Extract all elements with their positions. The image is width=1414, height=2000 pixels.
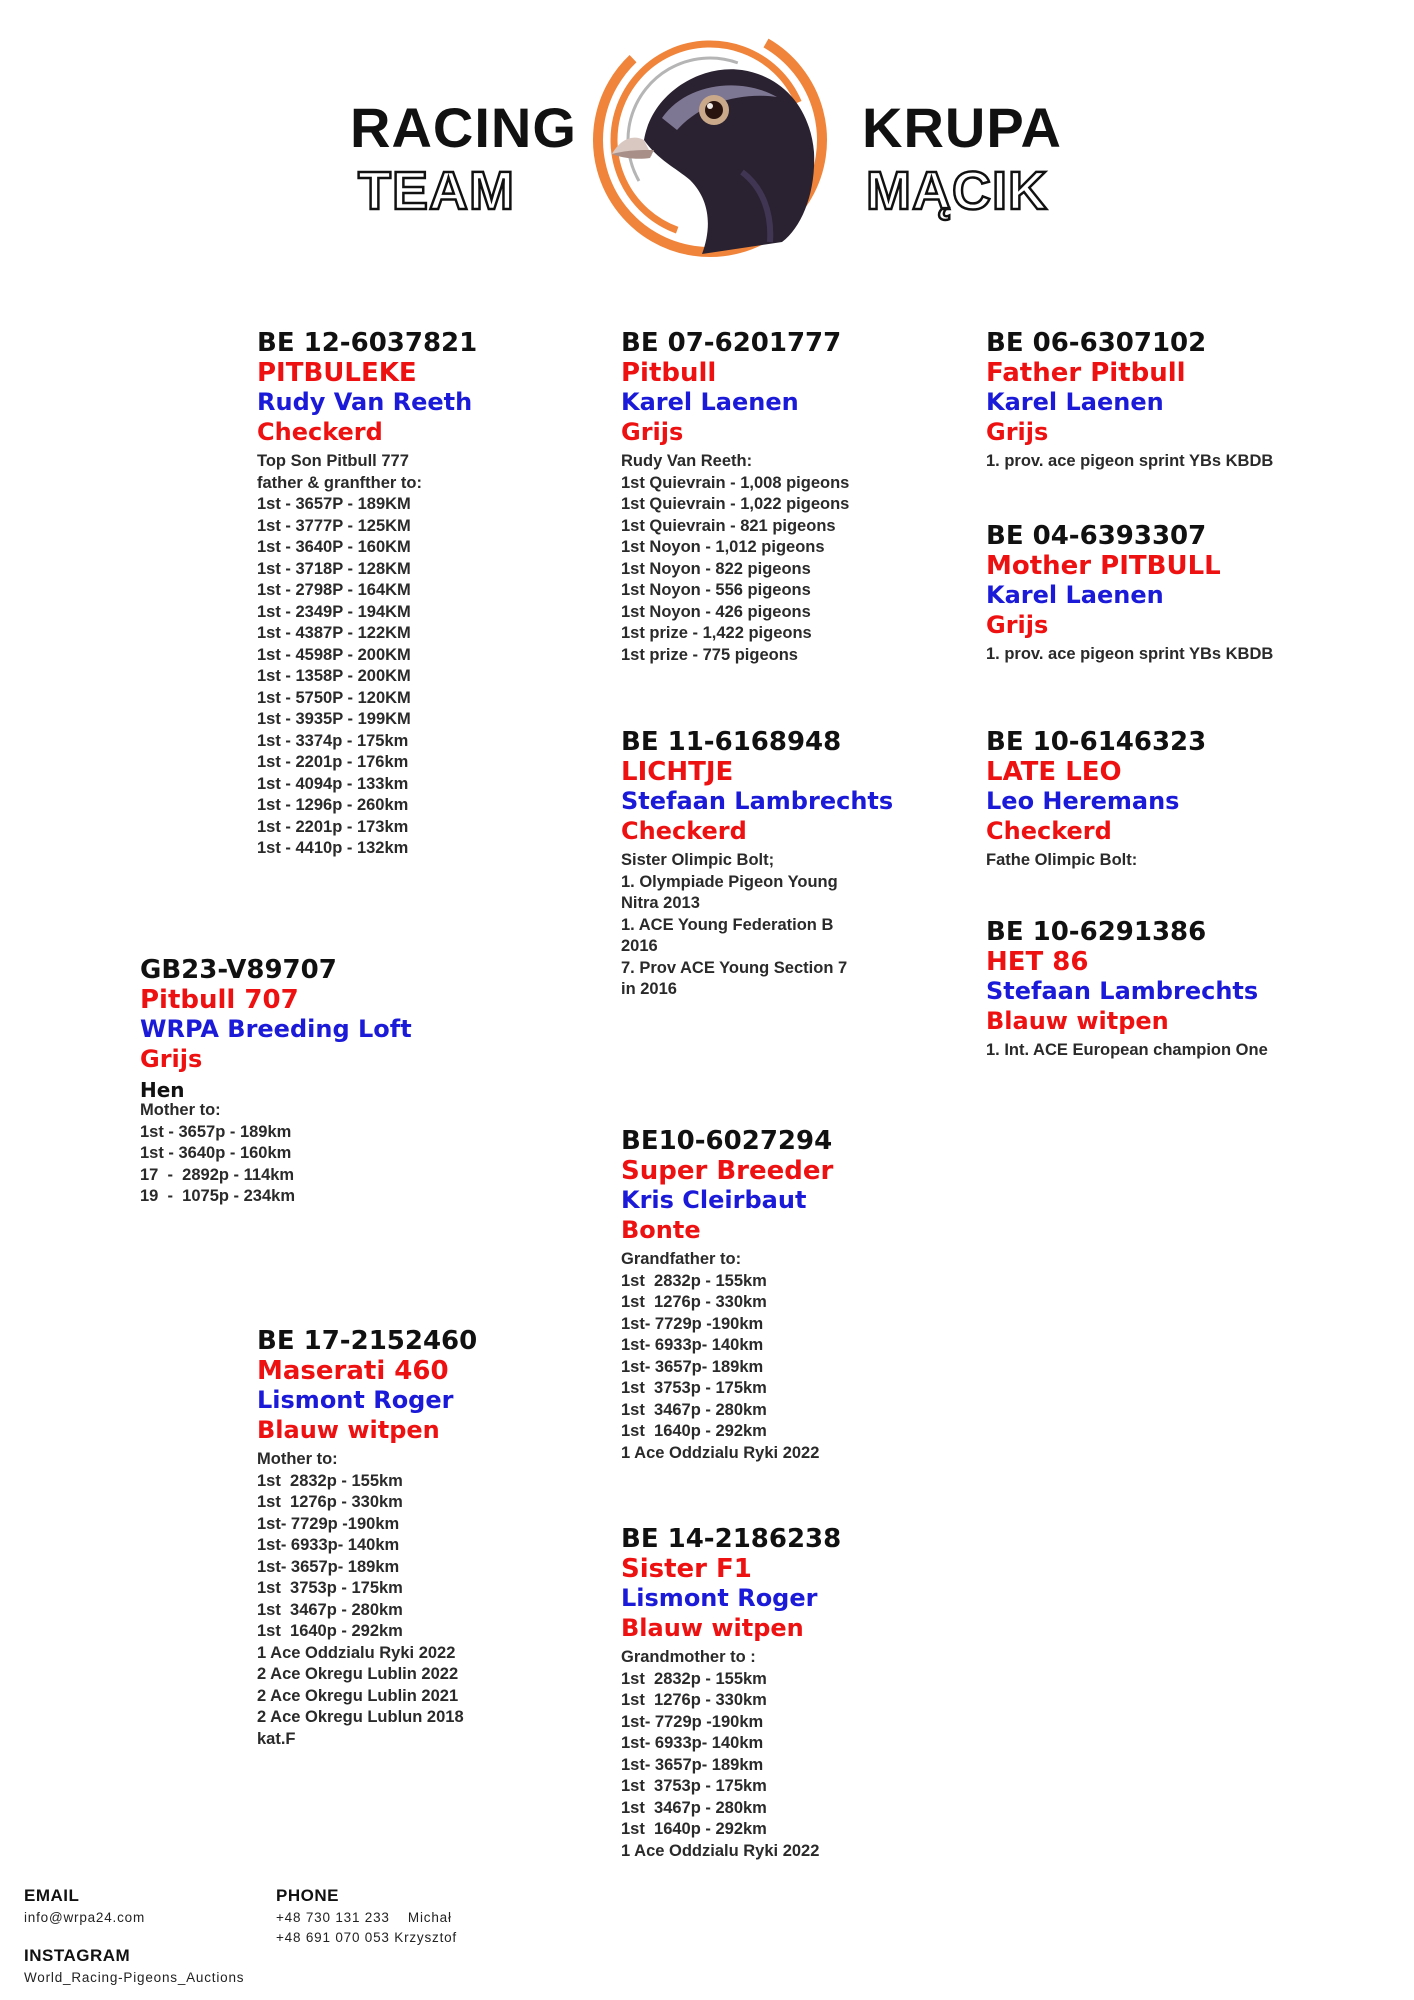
pigeon-name: Pitbull bbox=[621, 358, 717, 388]
ring-number: BE 14-2186238 bbox=[621, 1524, 842, 1554]
achievement-line: 1st Noyon - 556 pigeons bbox=[621, 581, 811, 599]
pigeon-name: Mother PITBULL bbox=[986, 551, 1221, 581]
contact-phone bbox=[276, 1886, 457, 1948]
achievement-line: 7. Prov ACE Young Section 7 bbox=[621, 958, 848, 977]
achievement-line: Mother to: bbox=[257, 1450, 338, 1468]
achievement-line: 1st - 2349P - 194KM bbox=[257, 602, 411, 621]
ring-number: BE 10-6291386 bbox=[986, 917, 1207, 947]
achievement-line: 17 - 2892p - 114km bbox=[140, 1165, 295, 1184]
ring-number: BE 10-6146323 bbox=[986, 727, 1207, 757]
achievement-line: Grandfather to: bbox=[621, 1250, 742, 1268]
breeder-name: Lismont Roger bbox=[621, 1584, 818, 1612]
pigeon-color: Bonte bbox=[621, 1216, 701, 1244]
breeder-name: Stefaan Lambrechts bbox=[621, 787, 894, 815]
achievement-line: 1st Noyon - 822 pigeons bbox=[621, 559, 811, 578]
ring-number: GB23-V89707 bbox=[140, 955, 337, 985]
achievement-line: Nitra 2013 bbox=[621, 894, 700, 912]
ring-number: BE 12-6037821 bbox=[257, 328, 478, 358]
achievement-line: 1st - 4387P - 122KM bbox=[257, 624, 411, 642]
achievement-line: 1st - 3640P - 160KM bbox=[257, 538, 411, 556]
pigeon-color: Grijs bbox=[140, 1045, 203, 1073]
achievement-list bbox=[621, 1249, 833, 1464]
achievement-line: 1st 3467p - 280km bbox=[621, 1400, 767, 1419]
achievement-line: Grandmother to : bbox=[621, 1648, 756, 1666]
achievement-line: 1st - 3374p - 175km bbox=[257, 731, 409, 750]
achievement-line: 19 - 1075p - 234km bbox=[140, 1187, 296, 1205]
ring-number: BE 07-6201777 bbox=[621, 328, 842, 358]
pigeon-card-het-86 bbox=[986, 917, 1268, 1062]
breeder-name: Karel Laenen bbox=[621, 388, 799, 416]
achievement-line: 1st- 6933p- 140km bbox=[621, 1336, 764, 1354]
achievement-line: 1st- 7729p -190km bbox=[621, 1712, 764, 1731]
achievement-line: 1st 3753p - 175km bbox=[621, 1777, 767, 1795]
achievement-line: Top Son Pitbull 777 bbox=[257, 452, 409, 470]
achievement-line: 1st- 6933p- 140km bbox=[621, 1734, 764, 1752]
pigeon-name: LICHTJE bbox=[621, 757, 734, 787]
pigeon-color: Checkerd bbox=[621, 817, 747, 845]
achievement-list bbox=[986, 1040, 1268, 1062]
achievement-line: 1. ACE Young Federation B bbox=[621, 915, 834, 934]
pigeon-name: Father Pitbull bbox=[986, 358, 1186, 388]
achievement-line: 1st - 2201p - 176km bbox=[257, 753, 409, 771]
achievement-line: 1st - 3657p - 189km bbox=[140, 1122, 292, 1141]
pigeon-card-lichtje bbox=[621, 727, 893, 1001]
achievement-line: 2 Ace Okregu Lublin 2022 bbox=[257, 1665, 459, 1683]
achievement-line: 1st Quievrain - 1,008 pigeons bbox=[621, 473, 850, 492]
achievement-list bbox=[621, 1647, 841, 1862]
pigeon-name: Maserati 460 bbox=[257, 1356, 449, 1386]
achievement-line: 1st - 4094p - 133km bbox=[257, 774, 409, 793]
achievement-list bbox=[986, 850, 1206, 872]
achievement-line: 1st - 2201p - 173km bbox=[257, 817, 409, 836]
email-value[interactable]: info@wrpa24.com bbox=[24, 1910, 146, 1925]
achievement-line: 2016 bbox=[621, 937, 658, 955]
pigeon-card-sister-f1 bbox=[621, 1524, 841, 1862]
achievement-line: 1st Noyon - 1,012 pigeons bbox=[621, 538, 825, 556]
achievement-line: 1st - 4410p - 132km bbox=[257, 839, 409, 857]
breeder-name: WRPA Breeding Loft bbox=[140, 1015, 412, 1043]
pigeon-card-pitbull-707 bbox=[140, 955, 412, 1208]
achievement-line: kat.F bbox=[257, 1729, 296, 1748]
pigeon-card-pitbuleke bbox=[257, 328, 477, 860]
pigeon-card-maserati-460 bbox=[257, 1326, 477, 1750]
achievement-line: Mother to: bbox=[140, 1101, 221, 1119]
achievement-line: 2 Ace Okregu Lublin 2021 bbox=[257, 1686, 459, 1705]
pigeon-name: Super Breeder bbox=[621, 1156, 834, 1186]
email-label: EMAIL bbox=[24, 1886, 80, 1905]
achievement-line: 1st 1640p - 292km bbox=[621, 1820, 767, 1838]
achievement-list bbox=[621, 850, 893, 1001]
achievement-line: 1 Ace Oddzialu Ryki 2022 bbox=[621, 1841, 820, 1860]
achievement-line: 1st 1640p - 292km bbox=[257, 1622, 403, 1640]
achievement-line: 1st 1276p - 330km bbox=[257, 1493, 403, 1511]
contact-instagram bbox=[24, 1946, 244, 1988]
instagram-value[interactable]: World_Racing-Pigeons_Auctions bbox=[24, 1970, 245, 1985]
pigeon-card-super-breeder bbox=[621, 1126, 833, 1464]
pigeon-sex: Hen bbox=[140, 1078, 185, 1102]
achievement-line: 1. prov. ace pigeon sprint YBs KBDB bbox=[986, 645, 1274, 663]
ring-number: BE 04-6393307 bbox=[986, 521, 1207, 551]
brand-macik: MĄCIK bbox=[866, 161, 1048, 221]
pigeon-card-late-leo bbox=[986, 727, 1206, 872]
ring-number: BE10-6027294 bbox=[621, 1126, 833, 1156]
ring-number: BE 06-6307102 bbox=[986, 328, 1207, 358]
pigeon-color: Checkerd bbox=[986, 817, 1112, 845]
achievement-line: 1st- 3657p- 189km bbox=[257, 1557, 400, 1576]
phone-value[interactable]: +48 691 070 053 Krzysztof bbox=[276, 1930, 457, 1945]
breeder-name: Lismont Roger bbox=[257, 1386, 454, 1414]
breeder-name: Karel Laenen bbox=[986, 388, 1164, 416]
achievement-line: 1st - 3718P - 128KM bbox=[257, 559, 411, 578]
brand-racing: RACING bbox=[350, 96, 577, 159]
pigeon-color: Blauw witpen bbox=[257, 1416, 440, 1444]
achievement-line: 1st 2832p - 155km bbox=[621, 1271, 767, 1290]
achievement-line: 1st Quievrain - 1,022 pigeons bbox=[621, 495, 850, 513]
breeder-name: Stefaan Lambrechts bbox=[986, 977, 1259, 1005]
achievement-list bbox=[621, 451, 849, 666]
achievement-line: 1st Quievrain - 821 pigeons bbox=[621, 516, 836, 535]
instagram-label: INSTAGRAM bbox=[24, 1946, 131, 1965]
pigeon-color: Grijs bbox=[986, 418, 1049, 446]
pigeon-card-mother-pitbull bbox=[986, 521, 1273, 666]
achievement-line: 1st 3753p - 175km bbox=[257, 1579, 403, 1597]
pigeon-name: Pitbull 707 bbox=[140, 985, 299, 1015]
achievement-list bbox=[257, 451, 477, 860]
achievement-line: 1st - 1358P - 200KM bbox=[257, 667, 411, 685]
contact-email bbox=[24, 1886, 145, 1928]
achievement-line: 2 Ace Okregu Lublun 2018 bbox=[257, 1708, 464, 1726]
page-header bbox=[0, 0, 1414, 280]
achievement-line: 1st 1276p - 330km bbox=[621, 1691, 767, 1709]
achievement-line: 1 Ace Oddzialu Ryki 2022 bbox=[257, 1643, 456, 1662]
achievement-line: father & granfther to: bbox=[257, 473, 422, 492]
pigeon-card-pitbull bbox=[621, 328, 849, 666]
achievement-line: Fathe Olimpic Bolt: bbox=[986, 851, 1138, 869]
breeder-name: Rudy Van Reeth bbox=[257, 388, 473, 416]
achievement-line: 1st - 2798P - 164KM bbox=[257, 581, 411, 599]
ring-number: BE 17-2152460 bbox=[257, 1326, 478, 1356]
achievement-line: 1st - 3657P - 189KM bbox=[257, 495, 411, 513]
achievement-line: 1. prov. ace pigeon sprint YBs KBDB bbox=[986, 452, 1274, 470]
pigeon-color: Blauw witpen bbox=[986, 1007, 1169, 1035]
achievement-line: 1st 3467p - 280km bbox=[621, 1798, 767, 1817]
achievement-line: 1st - 5750P - 120KM bbox=[257, 688, 411, 707]
achievement-line: 1. Int. ACE European champion One bbox=[986, 1041, 1268, 1059]
achievement-line: 1st 1640p - 292km bbox=[621, 1422, 767, 1440]
achievement-line: 1st 2832p - 155km bbox=[257, 1471, 403, 1490]
achievement-line: 1st 1276p - 330km bbox=[621, 1293, 767, 1311]
achievement-line: 1st- 3657p- 189km bbox=[621, 1755, 764, 1774]
pigeon-name: LATE LEO bbox=[986, 757, 1122, 787]
pigeon-color: Blauw witpen bbox=[621, 1614, 804, 1642]
achievement-line: Sister Olimpic Bolt; bbox=[621, 851, 775, 869]
breeder-name: Kris Cleirbaut bbox=[621, 1186, 807, 1214]
brand-krupa: KRUPA bbox=[862, 96, 1062, 159]
phone-label: PHONE bbox=[276, 1886, 339, 1905]
brand-team: TEAM bbox=[358, 161, 515, 221]
achievement-line: in 2016 bbox=[621, 980, 677, 998]
achievement-line: 1st - 4598P - 200KM bbox=[257, 645, 411, 664]
achievement-line: 1st- 3657p- 189km bbox=[621, 1357, 764, 1376]
achievement-line: 1st 3753p - 175km bbox=[621, 1379, 767, 1397]
achievement-line: 1st 3467p - 280km bbox=[257, 1600, 403, 1619]
achievement-list bbox=[140, 1100, 412, 1208]
breeder-name: Karel Laenen bbox=[986, 581, 1164, 609]
achievement-line: 1st- 6933p- 140km bbox=[257, 1536, 400, 1554]
achievement-list bbox=[986, 451, 1273, 473]
pigeon-name: HET 86 bbox=[986, 947, 1089, 977]
achievement-line: 1st- 7729p -190km bbox=[257, 1514, 400, 1533]
achievement-line: 1st - 3935P - 199KM bbox=[257, 710, 411, 728]
pigeon-head-logo-icon bbox=[592, 22, 828, 258]
achievement-line: 1st - 3777P - 125KM bbox=[257, 516, 411, 535]
achievement-line: 1 Ace Oddzialu Ryki 2022 bbox=[621, 1443, 820, 1462]
achievement-line: 1. Olympiade Pigeon Young bbox=[621, 872, 838, 891]
pigeon-color: Grijs bbox=[621, 418, 684, 446]
phone-value[interactable]: +48 730 131 233 Michał bbox=[276, 1910, 452, 1925]
pigeon-name: Sister F1 bbox=[621, 1554, 752, 1584]
achievement-line: 1st 2832p - 155km bbox=[621, 1669, 767, 1688]
pigeon-card-father-pitbull bbox=[986, 328, 1273, 473]
achievement-line: 1st Noyon - 426 pigeons bbox=[621, 602, 811, 621]
achievement-list bbox=[986, 644, 1273, 666]
breeder-name: Leo Heremans bbox=[986, 787, 1180, 815]
achievement-line: Rudy Van Reeth: bbox=[621, 452, 753, 470]
achievement-list bbox=[257, 1449, 477, 1750]
achievement-line: 1st - 3640p - 160km bbox=[140, 1144, 292, 1162]
achievement-line: 1st prize - 1,422 pigeons bbox=[621, 624, 812, 642]
pigeon-color: Checkerd bbox=[257, 418, 383, 446]
achievement-line: 1st - 1296p - 260km bbox=[257, 796, 409, 814]
pigeon-color: Grijs bbox=[986, 611, 1049, 639]
achievement-line: 1st- 7729p -190km bbox=[621, 1314, 764, 1333]
pigeon-name: PITBULEKE bbox=[257, 358, 417, 388]
achievement-line: 1st prize - 775 pigeons bbox=[621, 645, 798, 664]
ring-number: BE 11-6168948 bbox=[621, 727, 842, 757]
